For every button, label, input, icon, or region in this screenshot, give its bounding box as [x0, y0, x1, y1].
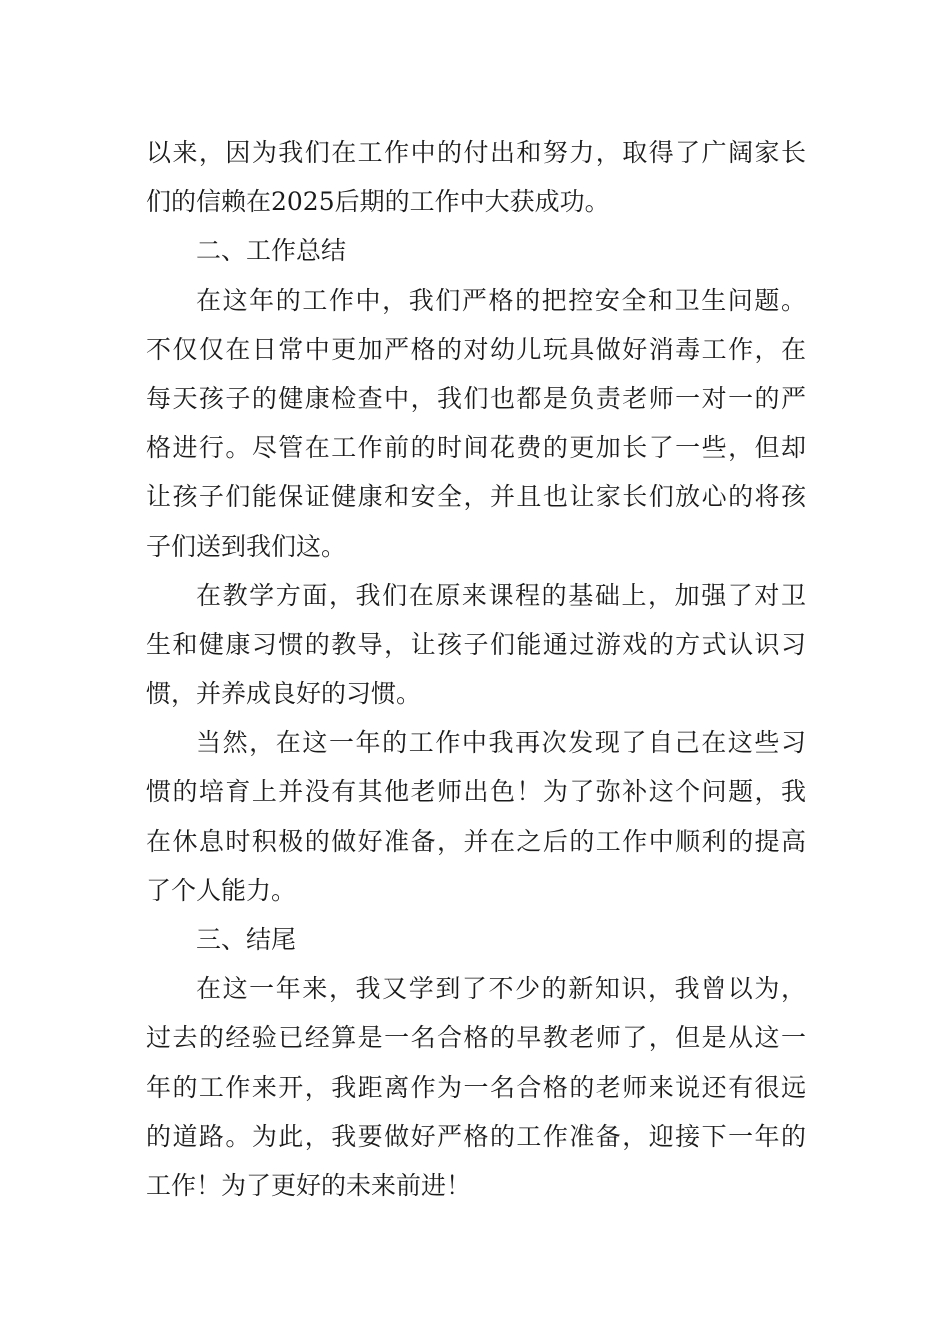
- text-line: 在这一年来，我又学到了不少的新知识，我曾以为，: [196, 974, 806, 1004]
- text-line: 们的信赖在2025后期的工作中大获成功。: [146, 187, 610, 217]
- text-line: 当然，在这一年的工作中我再次发现了自己在这些习: [196, 728, 806, 758]
- text-line: 惯，并养成良好的习惯。: [146, 679, 422, 709]
- text-line: 的道路。为此，我要做好严格的工作准备，迎接下一年的: [146, 1121, 806, 1151]
- text-line: 在休息时积极的做好准备，并在之后的工作中顺利的提高: [146, 826, 806, 856]
- text-line: 格进行。尽管在工作前的时间花费的更加长了一些，但却: [146, 433, 806, 463]
- text-line: 工作！为了更好的未来前进！: [146, 1170, 472, 1200]
- section-heading-work-summary: 二、工作总结: [196, 236, 347, 266]
- text-line: 了个人能力。: [146, 875, 297, 905]
- text-line: 生和健康习惯的教导，让孩子们能通过游戏的方式认识习: [146, 629, 806, 659]
- text-line: 在教学方面，我们在原来课程的基础上，加强了对卫: [196, 580, 806, 610]
- text-line: 年的工作来开，我距离作为一名合格的老师来说还有很远: [146, 1072, 806, 1102]
- text-line: 在这年的工作中，我们严格的把控安全和卫生问题。: [196, 285, 806, 315]
- text-line: 惯的培育上并没有其他老师出色！为了弥补这个问题，我: [146, 777, 806, 807]
- text-line: 每天孩子的健康检查中，我们也都是负责老师一对一的严: [146, 383, 806, 413]
- text-line: 不仅仅在日常中更加严格的对幼儿玩具做好消毒工作，在: [146, 334, 806, 364]
- text-line: 子们送到我们这。: [146, 531, 347, 561]
- section-heading-conclusion: 三、结尾: [196, 925, 297, 954]
- text-line: 以来，因为我们在工作中的付出和努力，取得了广阔家长: [146, 138, 806, 167]
- text-line: 让孩子们能保证健康和安全，并且也让家长们放心的将孩: [146, 482, 806, 512]
- text-line: 过去的经验已经算是一名合格的早教老师了，但是从这一: [146, 1023, 806, 1053]
- document-body: [146, 128, 806, 1210]
